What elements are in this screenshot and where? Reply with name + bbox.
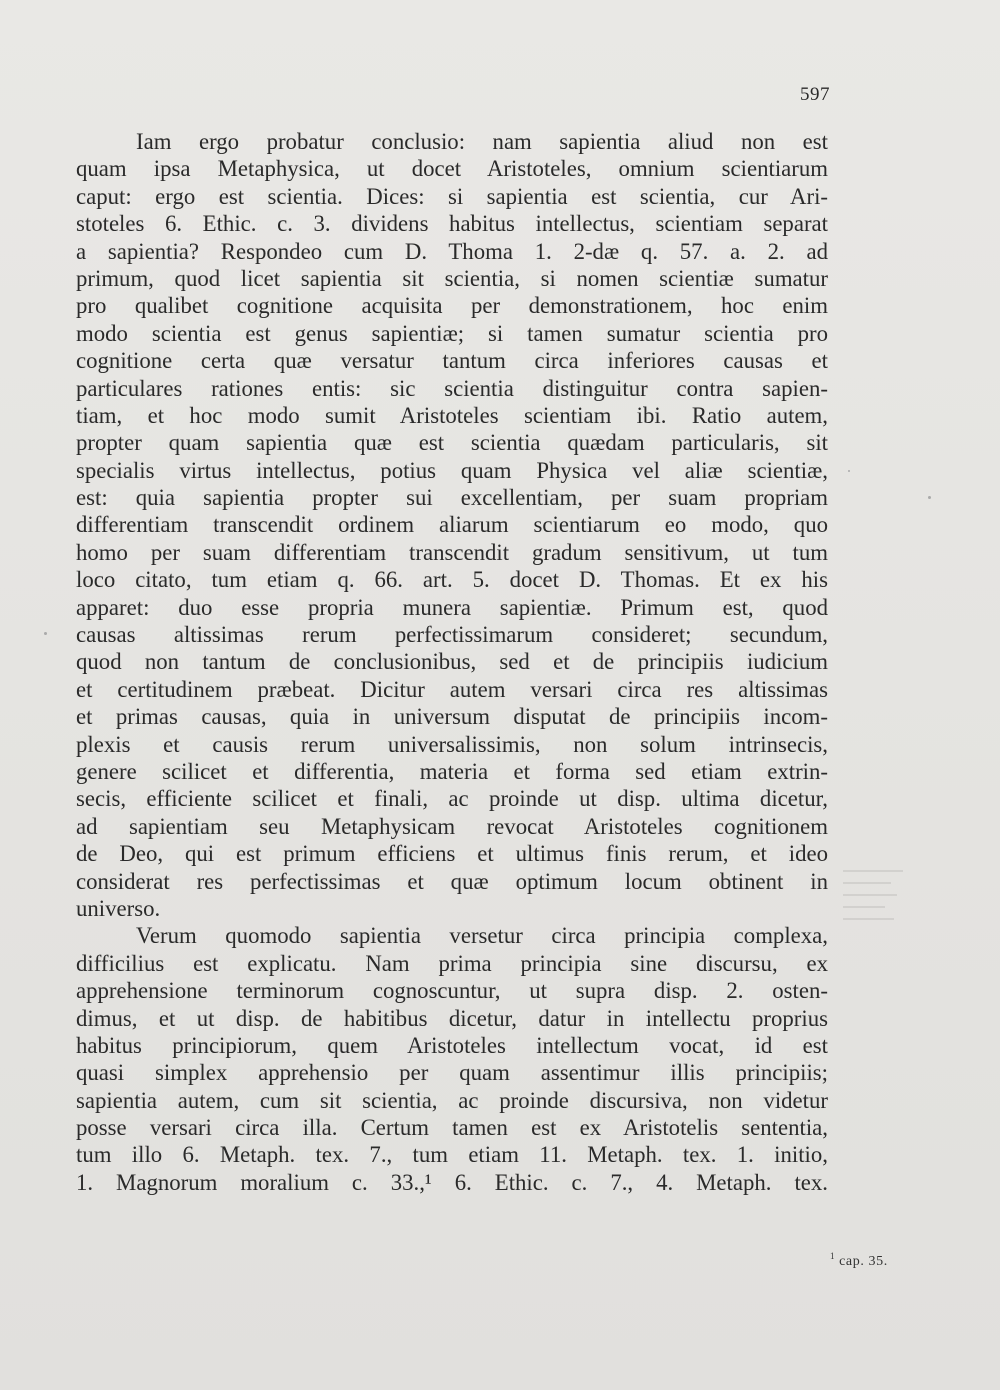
text-line: primum, quod licet sapientia sit scientia, si nomen scientiæ sumatur: [76, 265, 828, 291]
show-through-text: [843, 860, 903, 970]
paper-speck: [848, 470, 850, 472]
page-number: 597: [800, 84, 830, 105]
text-line: pro qualibet cognitione acquisita per demonstrationem, hoc enim: [76, 293, 828, 319]
text-line: particulares rationes entis: sic scientia distinguitur contra sapien-: [76, 375, 828, 401]
text-line: stoteles 6. Ethic. c. 3. dividens habitus intellectus, scientiam separat: [76, 211, 828, 237]
paper-speck: [44, 632, 47, 635]
footnote-text: cap. 35.: [839, 1254, 888, 1269]
text-line: difficilius est explicatu. Nam prima principia sine discursu, ex: [76, 950, 828, 976]
paper-speck: [928, 496, 931, 499]
text-line: tiam, et hoc modo sumit Aristoteles scientiam ibi. Ratio autem,: [76, 402, 828, 428]
text-line: et certitudinem præbeat. Dicitur autem versari circa res altissimas: [76, 676, 828, 702]
text-line: loco citato, tum etiam q. 66. art. 5. docet D. Thomas. Et ex his: [76, 567, 828, 593]
text-line: quam ipsa Metaphysica, ut docet Aristoteles, omnium scientiarum: [76, 156, 828, 182]
body-text: [76, 128, 828, 1196]
text-line: caput: ergo est scientia. Dices: si sapientia est scientia, cur Ari-: [76, 183, 828, 209]
text-line: ad sapientiam seu Metaphysicam revocat Aristoteles cognitionem: [76, 813, 828, 839]
text-line: differentiam transcendit ordinem aliarum scientiarum eo modo, quo: [76, 512, 828, 538]
text-line: quod non tantum de conclusionibus, sed et de principiis iudicium: [76, 649, 828, 675]
text-line: a sapientia? Respondeo cum D. Thoma 1. 2-dæ q. 57. a. 2. ad: [76, 238, 828, 264]
text-line: secis, efficiente scilicet et finali, ac proinde ut disp. ultima dicetur,: [76, 786, 828, 812]
text-line: de Deo, qui est primum efficiens et ultimus finis rerum, et ideo: [76, 841, 828, 867]
text-line: quasi simplex apprehensio per quam assentimur illis principiis;: [76, 1060, 828, 1086]
text-line: Iam ergo probatur conclusio: nam sapientia aliud non est: [136, 129, 828, 154]
footnote: [830, 1251, 888, 1270]
footnote-marker: 1: [830, 1251, 836, 1261]
text-line: plexis et causis rerum universalissimis, non solum intrinsecis,: [76, 731, 828, 757]
text-line: est: quia sapientia propter sui excellentiam, per suam propriam: [76, 485, 828, 511]
text-line: habitus principiorum, quem Aristoteles intellectum vocat, id est: [76, 1032, 828, 1058]
text-line: Verum quomodo sapientia versetur circa principia complexa,: [136, 923, 828, 949]
text-line: considerat res perfectissimas et quæ optimum locum obtinent in: [76, 868, 828, 894]
text-line: causas altissimas rerum perfectissimarum consideret; secundum,: [76, 622, 828, 648]
text-line: posse versari circa illa. Certum tamen est ex Aristotelis sententia,: [76, 1115, 828, 1141]
text-line: specialis virtus intellectus, potius quam Physica vel aliæ scientiæ,: [76, 457, 828, 483]
text-line: et primas causas, quia in universum disputat de principiis incom-: [76, 704, 828, 730]
text-line: universo.: [76, 895, 161, 921]
text-line: homo per suam differentiam transcendit gradum sensitivum, ut tum: [76, 539, 828, 565]
text-line: cognitione certa quæ versatur tantum circa inferiores causas et: [76, 348, 828, 374]
text-line: 1. Magnorum moralium c. 33.,¹ 6. Ethic. c. 7., 4. Metaph. tex.: [76, 1169, 828, 1195]
text-line: dimus, et ut disp. de habitibus dicetur, datur in intellectu proprius: [76, 1005, 828, 1031]
text-line: genere scilicet et differentia, materia et forma sed etiam extrin-: [76, 758, 828, 784]
text-line: propter quam sapientia quæ est scientia quædam particularis, sit: [76, 430, 828, 456]
text-line: sapientia autem, cum sit scientia, ac proinde discursiva, non videtur: [76, 1087, 828, 1113]
text-line: tum illo 6. Metaph. tex. 7., tum etiam 11. Metaph. tex. 1. initio,: [76, 1142, 828, 1168]
text-line: apprehensione terminorum cognoscuntur, ut supra disp. 2. osten-: [76, 978, 828, 1004]
text-line: apparet: duo esse propria munera sapientiæ. Primum est, quod: [76, 594, 828, 620]
text-line: modo scientia est genus sapientiæ; si tamen sumatur scientia pro: [76, 320, 828, 346]
